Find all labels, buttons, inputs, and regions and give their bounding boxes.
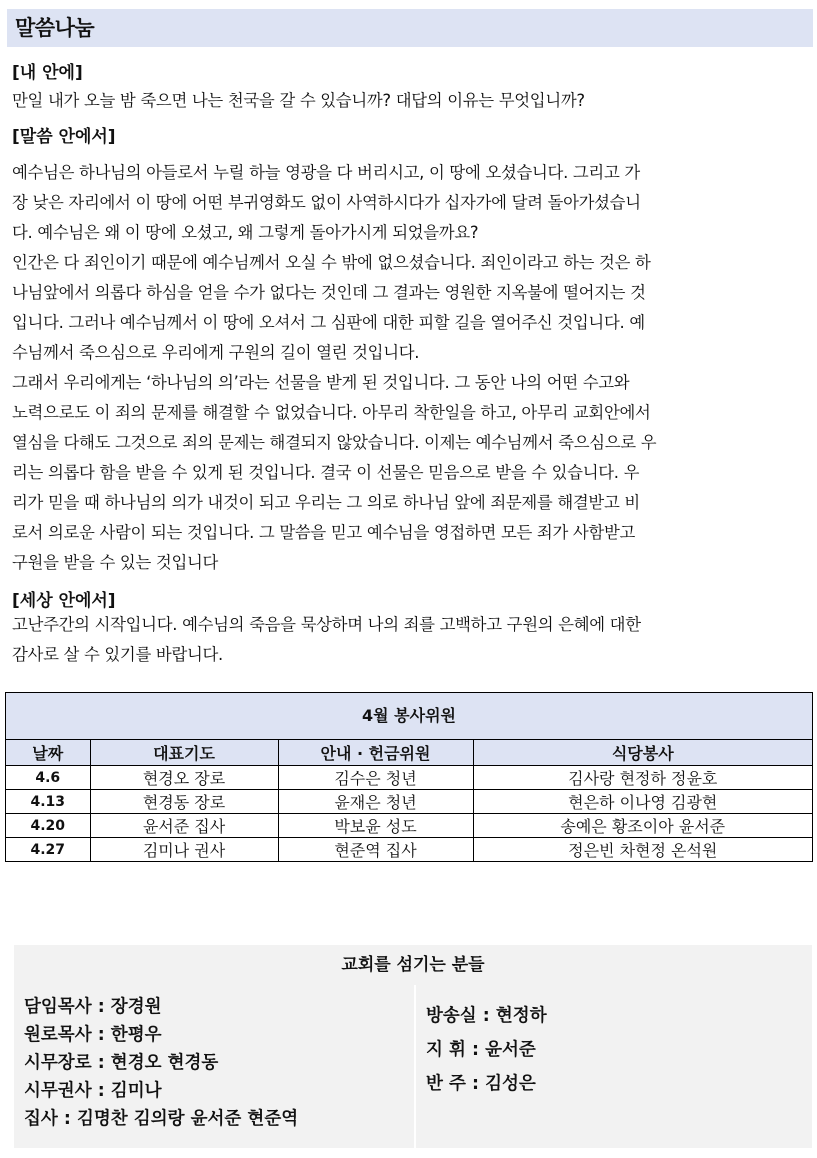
- paragraph-line: 나님앞에서 의롭다 하심을 얻을 수가 없다는 것인데 그 결과는 영원한 지옥불에 떨어지는 것: [12, 283, 646, 302]
- paragraph-line: 만일 내가 오늘 밤 죽으면 나는 천국을 갈 수 있습니까? 대답의 이유는 무엇입니까?: [12, 91, 585, 110]
- cell-prayer: 김미나 권사: [90, 838, 278, 862]
- inside-me-heading: [내 안에]: [12, 63, 83, 83]
- paragraph-line: 수님께서 죽으심으로 우리에게 구원의 길이 열린 것입니다.: [12, 343, 420, 362]
- service-committee-table: [5, 692, 813, 862]
- paragraph-line: 고난주간의 시작입니다. 예수님의 죽음을 묵상하며 나의 죄를 고백하고 구원의 은혜에 대한: [12, 615, 641, 634]
- paragraph-line: 열심을 다해도 그것으로 죄의 문제는 해결되지 않았습니다. 이제는 예수님께서 죽으심으로 우: [12, 433, 657, 452]
- page-title: 말씀나눔: [7, 9, 813, 47]
- paragraph-line: 노력으로도 이 죄의 문제를 해결할 수 없었습니다. 아무리 착한일을 하고, 아무리 교회안에서: [12, 403, 651, 422]
- table-row: [6, 790, 812, 814]
- staff-entry: 시무장로 : 현경오 현경동: [24, 1053, 219, 1073]
- staff-entry: 지 휘 : 윤서준: [426, 1040, 536, 1060]
- staff-list-right: [426, 999, 547, 1101]
- paragraph-line: 입니다. 그러나 예수님께서 이 땅에 오셔서 그 심판에 대한 피할 길을 열어주신 것입니다. 예: [12, 313, 645, 332]
- in-word-paragraph: [12, 158, 804, 578]
- paragraph-line: 리가 믿을 때 하나님의 의가 내것이 되고 우리는 그 의로 하나님 앞에 죄문제를 해결받고 비: [12, 493, 640, 512]
- cell-kitchen: 현은하 이나영 김광현: [473, 790, 812, 814]
- cell-kitchen: 김사랑 현정하 정윤호: [473, 766, 812, 790]
- paragraph-line: 구원을 받을 수 있는 것입니다: [12, 553, 219, 572]
- paragraph-line: 장 낮은 자리에서 이 땅에 어떤 부귀영화도 없이 사역하시다가 십자가에 달려 돌아가셨습니: [12, 193, 641, 212]
- cell-usher: 김수은 청년: [278, 766, 473, 790]
- cell-date: 4.6: [6, 766, 90, 790]
- column-header-usher: 안내 · 헌금위원: [278, 740, 473, 766]
- cell-date: 4.27: [6, 838, 90, 862]
- cell-usher: 박보윤 성도: [278, 814, 473, 838]
- column-header-prayer: 대표기도: [90, 740, 278, 766]
- table-header-row: [6, 740, 812, 766]
- in-word-heading: [말씀 안에서]: [12, 127, 116, 147]
- in-world-heading: [세상 안에서]: [12, 591, 116, 611]
- cell-date: 4.20: [6, 814, 90, 838]
- table-row: [6, 838, 812, 862]
- staff-entry: 방송실 : 현정하: [426, 1006, 547, 1026]
- column-header-kitchen: 식당봉사: [473, 740, 812, 766]
- staff-entry: 원로목사 : 한평우: [24, 1025, 162, 1045]
- cell-prayer: 윤서준 집사: [90, 814, 278, 838]
- column-header-date: 날짜: [6, 740, 90, 766]
- paragraph-line: 예수님은 하나님의 아들로서 누릴 하늘 영광을 다 버리시고, 이 땅에 오셨습니다. 그리고 가: [12, 163, 640, 182]
- service-table-title: 4월 봉사위원: [6, 693, 812, 740]
- staff-divider: [414, 985, 416, 1148]
- paragraph-line: 다. 예수님은 왜 이 땅에 오셨고, 왜 그렇게 돌아가시게 되었을까요?: [12, 223, 479, 242]
- church-staff-box: [14, 945, 812, 1148]
- staff-entry: 집사 : 김명찬 김의랑 윤서준 현준역: [24, 1109, 299, 1129]
- paragraph-line: 감사로 살 수 있기를 바랍니다.: [12, 645, 223, 664]
- staff-entry: 시무권사 : 김미나: [24, 1081, 162, 1101]
- paragraph-line: 그래서 우리에게는 ‘하나님의 의’라는 선물을 받게 된 것입니다. 그 동안 나의 어떤 수고와: [12, 373, 630, 392]
- cell-kitchen: 정은빈 차현정 온석원: [473, 838, 812, 862]
- staff-list-left: [24, 993, 416, 1133]
- in-world-paragraph: [12, 610, 804, 670]
- inside-me-question: [12, 86, 804, 116]
- cell-prayer: 현경오 장로: [90, 766, 278, 790]
- staff-box-title: 교회를 섬기는 분들: [341, 955, 485, 975]
- paragraph-line: 리는 의롭다 함을 받을 수 있게 된 것입니다. 결국 이 선물은 믿음으로 받을 수 있습니다. 우: [12, 463, 640, 482]
- cell-usher: 윤재은 청년: [278, 790, 473, 814]
- cell-kitchen: 송예은 황조이아 윤서준: [473, 814, 812, 838]
- cell-prayer: 현경동 장로: [90, 790, 278, 814]
- paragraph-line: 로서 의로운 사람이 되는 것입니다. 그 말씀을 믿고 예수님을 영접하면 모든 죄가 사함받고: [12, 523, 636, 542]
- cell-usher: 현준역 집사: [278, 838, 473, 862]
- staff-entry: 담임목사 : 장경원: [24, 997, 162, 1017]
- table-row: [6, 814, 812, 838]
- staff-entry: 반 주 : 김성은: [426, 1074, 536, 1094]
- cell-date: 4.13: [6, 790, 90, 814]
- paragraph-line: 인간은 다 죄인이기 때문에 예수님께서 오실 수 밖에 없으셨습니다. 죄인이라고 하는 것은 하: [12, 253, 651, 272]
- table-row: [6, 766, 812, 790]
